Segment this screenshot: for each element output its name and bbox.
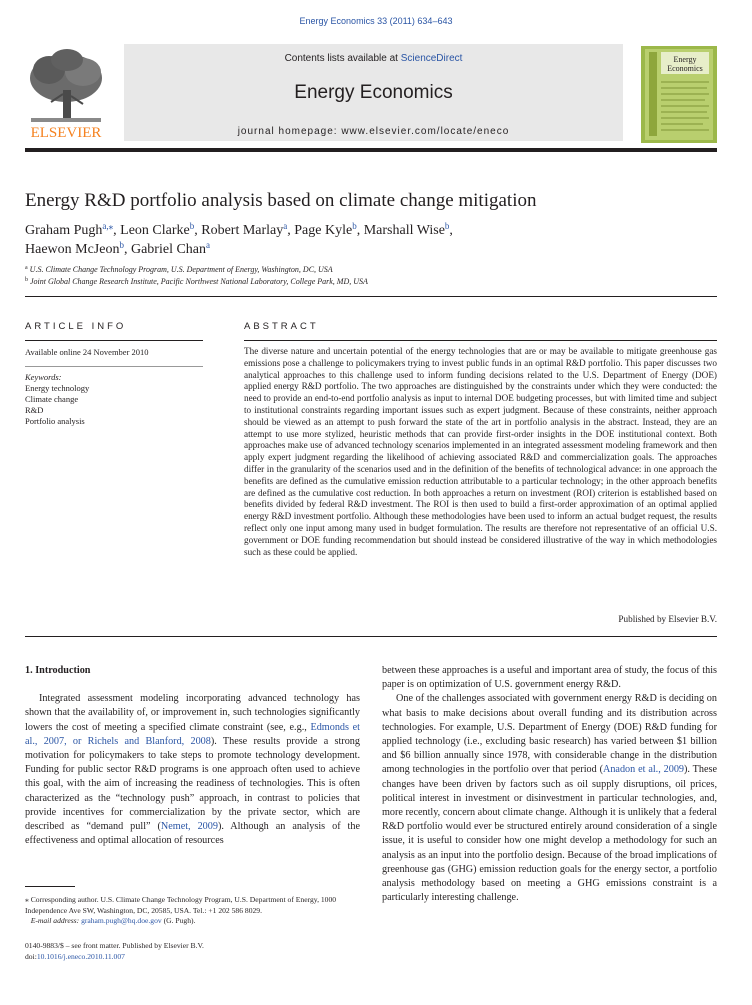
issn-line: 0140-9883/$ – see front matter. Published by Elsevier B.V. [25,941,204,950]
author: Gabriel Chan [130,242,207,257]
doi-link[interactable]: 10.1016/j.eneco.2010.11.007 [36,952,125,961]
author-affil-marker[interactable]: b [352,221,357,231]
keyword: Portfolio analysis [25,416,85,426]
author: Leon Clarke [120,223,190,238]
author-affil-marker[interactable]: a [283,221,288,231]
elsevier-tree-icon [25,46,107,141]
journal-name: Energy Economics [294,82,453,103]
divider [25,296,717,297]
keyword: Climate change [25,394,79,404]
keywords-list [25,383,89,427]
author-affil-marker[interactable]: b [189,221,195,231]
footnote-rule [25,886,75,887]
affiliation: $^a$ U.S. Climate Change Technology Program, U.S. Department of Energy, Washington, DC, USA [25,265,333,274]
reference-link[interactable]: Anadon et al., 2009 [602,764,685,776]
author-affil-marker[interactable]: b [119,240,124,250]
reference-link[interactable]: Edmonds et al., 2007, or Richels and Blanford, 2008 [25,721,361,747]
divider [25,636,717,637]
author-affil-marker[interactable]: a, [102,221,109,231]
abstract-text: The diverse nature and uncertain potential of the energy technologies that are or may be available to mitigate greenhouse gas emissions pose a challenge to policymakers trying to invest public funds in an optimal R&D portfolio. This paper discusses two analytical approaches to this challenge used to inform funding decisions related to the U.S. Department of Energy (DOE) applied energy R&D portfolio. The two approaches are distinguished by the constraints under which they were conducted: the need to provide an end-to-end portfolio analysis as input to internal DOE budgeting processes, but with limited time and subject to institutional constraints regarding important issues such as expert judgment. Because of these constraints, neither approach should be viewed as an attempt to push forward the state of the art in portfolio analysis in the abstract. Instead, they are an attempt to use more stylized, heuristic methods that can provide first-order insights in the DOE institutional context. Both approaches make use of advanced technology scenarios implemented in an integrated assessment modeling framework and then apply expert judgment regarding the likelihood of achieving associated R&D and commercialization goals. The approaches differ in the granularity of the scenarios used and in the definition of the benefits of technological advance: in one approach the benefits are defined as the cumulative emission reduction attributable to a particular technology; in the other approach benefits are defined as the cumulative cost reduction. In both approaches a return on investment (ROI) criterion is established based on benefits divided by federal R&D investment. The ROI is then used to build a first-order approximation of an optimal applied energy R&D investment portfolio. Although these methodologies have been used to inform an actual budget request, the results reflect only one input among many used in budget formulation. The results are therefore not representative of an official U.S. government or DOE funding recommendation but should instead be considered illustrative of the way in which methodologies such as these could be applied. [244,346,717,557]
article-title: Energy R&D portfolio analysis based on climate change mitigation [25,190,537,211]
header-rule [25,148,717,152]
keyword: R&D [25,405,44,415]
journal-homepage[interactable]: journal homepage: www.elsevier.com/locate/eneco [237,126,510,137]
journal-cover-thumbnail[interactable] [641,46,717,143]
abstract-heading: ABSTRACT [244,321,319,332]
author: Haewon McJeon [25,242,120,257]
author: Robert Marlay [201,223,284,238]
front-matter: 0140-9883/$ – see front matter. Published by Elsevier B.V. doi:10.1016/j.eneco.2010.11.007 [25,940,365,962]
author-list: Graham Pugh$^{a,⁎}$, Leon Clarke$^b$, Robert Marlay$^a$, Page Kyle$^b$, Marshall Wise$^b$, Haewon McJeon$^b$, Gabriel Chan$^a$ [25,221,453,257]
corresponding-author-footnote: ⁎ Corresponding author. U.S. Climate Change Technology Program, U.S. Department of Energy, 1000 Independence Ave SW, Washington, DC, 20585, USA. Tel.: +1 202 586 8029. E-mail address: graham.pugh@hq.doe.gov (G. Pugh). [25,895,337,925]
section-heading: 1. Introduction [25,665,91,676]
elsevier-logo[interactable] [25,46,107,141]
available-online: Available online 24 November 2010 [25,347,149,357]
email-link[interactable]: graham.pugh@hq.doe.gov [81,916,162,925]
journal-citation[interactable]: Energy Economics 33 (2011) 634–643 [299,16,453,26]
divider [244,340,717,341]
cover-title-1: Energy [673,55,697,64]
keyword: Energy technology [25,383,90,393]
contents-line [124,53,623,64]
affiliation: $^b$ Joint Global Change Research Institute, Pacific Northwest National Laboratory, College Park, MD, USA [25,277,368,286]
author: Marshall Wise [363,223,445,238]
body-column-right [382,664,717,905]
author: Page Kyle [294,223,353,238]
corresponding-author-marker[interactable]: ⁎ [108,221,114,231]
cover-title-2: Economics [667,64,703,73]
paragraph: Integrated assessment modeling incorporating advanced technology has shown that the availability of, or improvement in, such technologies significantly lowers the cost of meeting a specified climate constraint (see, e.g., Edmonds et al., 2007, or Richels and Blanford, 2008). These results provide a strong motivation for policymakers to take steps to promote technology development. Funding for public sector R&D programs is one approach often used to achieve this goal, with the aim of increasing the readiness of technologies. This is often characterized as the “technology push” approach, in contrast to policies that provide incentives for commercialization by the private sector, which are described as “demand pull” (Nemet, 2009). Although an analysis of the effectiveness and optimal allocation of resources [25,693,361,847]
body-column-left [25,664,360,848]
reference-link[interactable]: Nemet, 2009 [160,821,218,833]
keywords-label: Keywords: [25,372,62,382]
author-affil-marker[interactable]: b [444,221,450,231]
contents-prefix: Contents lists available at [284,53,401,64]
article-info-heading: ARTICLE INFO [25,321,127,332]
divider [25,340,203,341]
publisher-note: Published by Elsevier B.V. [618,614,717,624]
cover-image [641,46,717,143]
elsevier-wordmark: ELSEVIER [30,125,102,141]
sciencedirect-link[interactable]: ScienceDirect [400,53,463,64]
paragraph: One of the challenges associated with government energy R&D is deciding on what basis to make decisions about overall funding and its distribution across technologies. For example, U.S. Department of Energy (DOE) R&D funding for applied technology (i.e., excluding basic research) has varied between $1 billion and $6 billion annually since 1978, with considerable change in the distribution among technologies in the portfolio over that period (Anadon et al., 2009). These changes have been driven by factors such as oil supply disruptions, oil prices, political interest in investment or disinvestment in particular technologies, and, more recently, concern about climate change. Although it is unlikely that a federal R&D portfolio would ever be structured entirely around consideration of a single issue, it is useful to consider how one might develop a methodology for such an analysis as an input into the portfolio design. Because of the broad implications of greenhouse gas (GHG) emission reduction goals for the energy sector, a portfolio analysis methodology based on meeting a GHG emissions constraint is a particularly interesting challenge. [382,693,717,904]
author-affil-marker[interactable]: a [206,240,211,250]
paragraph: between these approaches is a useful and important area of study, the focus of this paper is on optimization of U.S. government energy R&D. [382,665,717,691]
divider [25,366,203,367]
author: Graham Pugh [25,223,103,238]
